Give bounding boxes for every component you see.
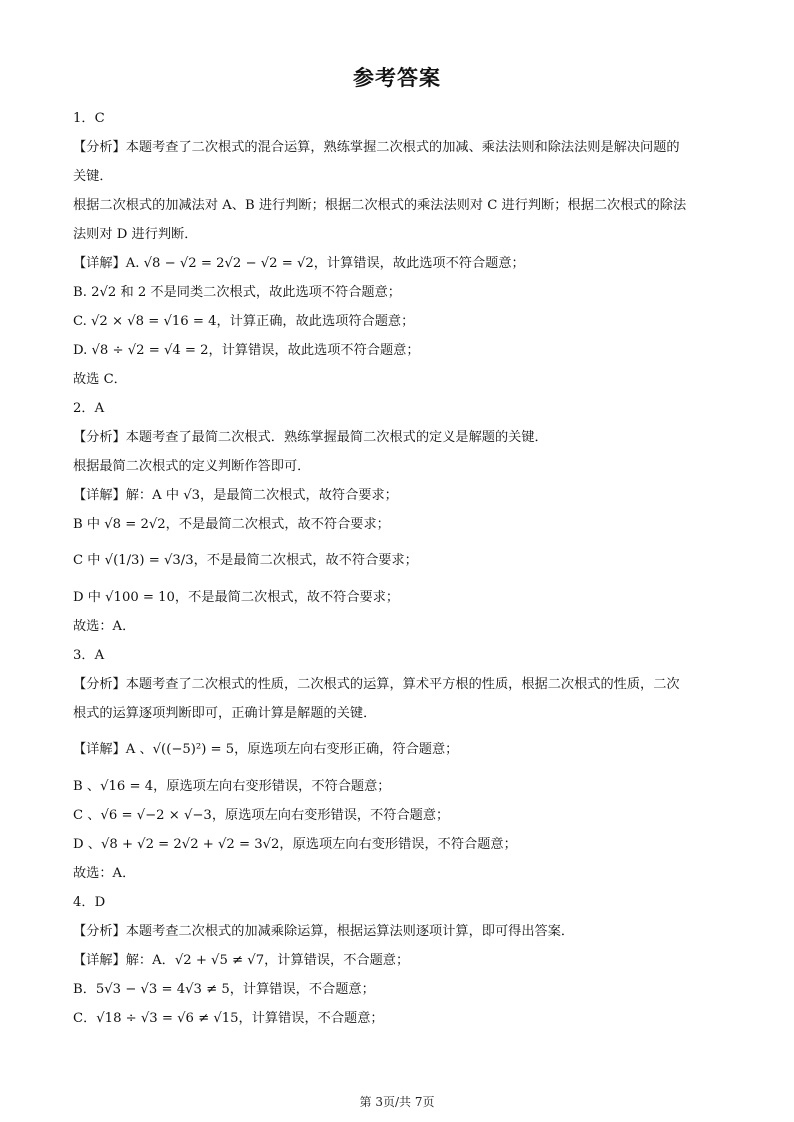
text-line: 故选 C． bbox=[73, 372, 127, 387]
text-line: 故选：A． bbox=[73, 866, 136, 881]
text-line: D 中 √100 = 10，不是最简二次根式，故不符合要求； bbox=[73, 590, 400, 605]
text-line: B．5√3 − √3 = 4√3 ≠ 5，计算错误，不合题意； bbox=[73, 982, 375, 997]
text-line: C．√18 ÷ √3 = √6 ≠ √15，计算错误，不合题意； bbox=[73, 1011, 384, 1026]
text-line: 【分析】本题考查了二次根式的混合运算，熟练掌握二次根式的加减、乘法法则和除法法则是解决问题的 bbox=[73, 140, 680, 155]
text-line: B. 2√2 和 2 不是同类二次根式，故此选项不符合题意； bbox=[73, 285, 401, 300]
text-line: 故选：A． bbox=[73, 619, 136, 634]
text-line: 【分析】本题考查了最简二次根式．熟练掌握最简二次根式的定义是解题的关键． bbox=[73, 430, 548, 445]
text-line: 【详解】解：A 中 √3，是最简二次根式，故符合要求； bbox=[73, 488, 398, 503]
text-line: C 中 √(1/3) = √3/3，不是最简二次根式，故不符合要求； bbox=[73, 553, 418, 568]
text-line: 3．A bbox=[73, 648, 105, 663]
text-line: D 、√8 + √2 = 2√2 + √2 = 3√2，原选项左向右变形错误，不符合题意； bbox=[73, 837, 517, 852]
text-line: 4．D bbox=[73, 895, 106, 910]
text-line: 2．A bbox=[73, 401, 105, 416]
text-line: 法则对 D 进行判断． bbox=[73, 227, 198, 242]
text-line: 【分析】本题考查了二次根式的性质，二次根式的运算，算术平方根的性质，根据二次根式的性质，二次 bbox=[73, 677, 680, 692]
text-line: 【详解】解：A．√2 + √5 ≠ √7，计算错误，不合题意； bbox=[73, 953, 410, 968]
text-line: D. √8 ÷ √2 = √4 = 2，计算错误，故此选项不符合题意； bbox=[73, 343, 420, 358]
text-line: C. √2 × √8 = √16 = 4，计算正确，故此选项符合题意； bbox=[73, 314, 415, 329]
text-line: 关键． bbox=[73, 169, 113, 184]
text-line: 【详解】A 、√((−5)²) = 5，原选项左向右变形正确，符合题意； bbox=[73, 742, 459, 757]
text-line: 1．C bbox=[73, 111, 105, 126]
text-line: B 中 √8 = 2√2，不是最简二次根式，故不符合要求； bbox=[73, 517, 390, 532]
text-line: C 、√6 = √−2 × √−3，原选项左向右变形错误，不符合题意； bbox=[73, 808, 450, 823]
page-footer: 第 3页/共 7页 bbox=[359, 1095, 435, 1109]
text-line: 【详解】A. √8 − √2 = 2√2 − √2 = √2，计算错误，故此选项不符合题意； bbox=[73, 256, 525, 271]
text-line: 根据二次根式的加减法对 A、B 进行判断；根据二次根式的乘法法则对 C 进行判断；根据二次根式的除法 bbox=[73, 198, 687, 213]
text-line: 【分析】本题考查二次根式的加减乘除运算，根据运算法则逐项计算，即可得出答案． bbox=[73, 924, 575, 939]
page-title: 参考答案 bbox=[353, 66, 441, 90]
answer-content bbox=[73, 104, 723, 1033]
text-line: B 、√16 = 4，原选项左向右变形错误，不符合题意； bbox=[73, 779, 391, 794]
text-line: 根据最简二次根式的定义判断作答即可． bbox=[73, 459, 311, 474]
text-line: 根式的运算逐项判断即可，正确计算是解题的关键． bbox=[73, 706, 377, 721]
